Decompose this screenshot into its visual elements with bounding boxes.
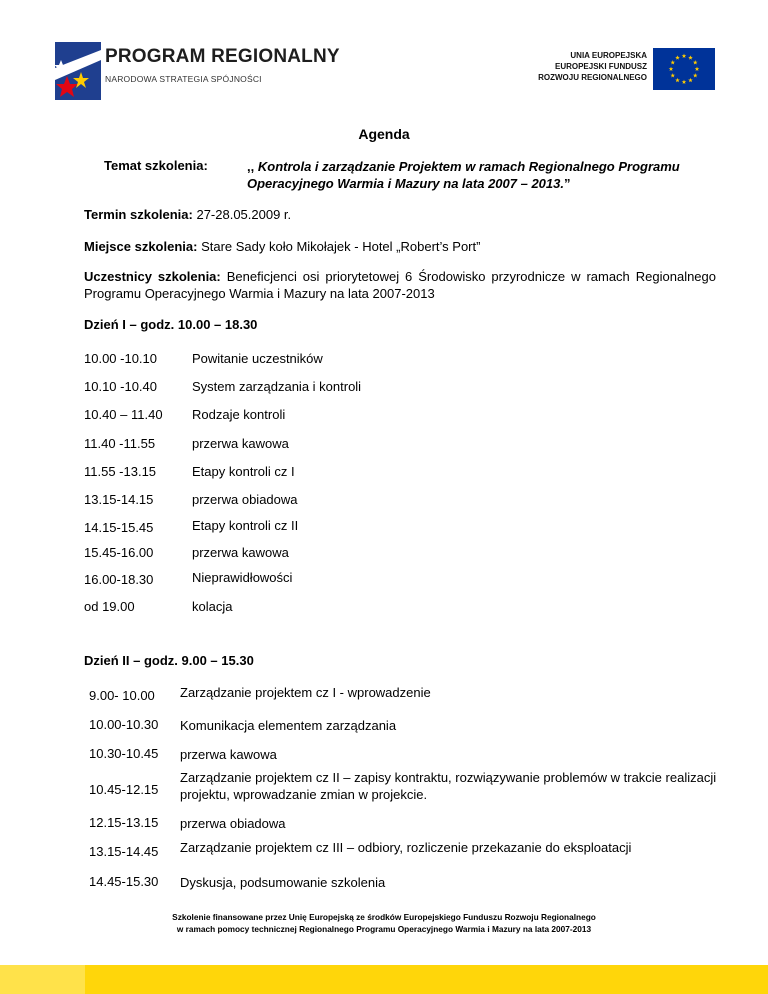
schedule-time: 9.00- 10.00 — [89, 688, 155, 703]
program-regionalny-emblem-icon — [55, 42, 101, 100]
footer-line-2: w ramach pomocy technicznej Regionalnego Programu Operacyjnego Warmia i Mazury na lata 2007-2013 — [176, 924, 592, 934]
schedule-time: 10.40 – 11.40 — [84, 407, 163, 422]
topic-label: Temat szkolenia: — [104, 158, 208, 173]
place-value: Stare Sady koło Mikołajek - Hotel „Robert’s Port” — [201, 239, 481, 254]
schedule-desc: Zarządzanie projektem cz I - wprowadzenie — [180, 685, 431, 700]
footer-note — [0, 911, 768, 935]
schedule-desc: przerwa obiadowa — [192, 492, 298, 507]
footer-line-1: Szkolenie finansowane przez Unię Europejską ze środków Europejskiego Funduszu Rozwoju Regionalnego — [172, 912, 596, 922]
eu-logo-text — [538, 50, 647, 83]
schedule-time: 15.45-16.00 — [84, 545, 154, 560]
schedule-time: 10.00-10.30 — [89, 717, 159, 732]
schedule-time: od 19.00 — [84, 599, 135, 614]
topic-quote-close: ” — [563, 176, 571, 191]
participants-label: Uczestnicy szkolenia: — [84, 269, 221, 284]
schedule-time: 11.55 -13.15 — [84, 464, 157, 479]
schedule-desc: przerwa kawowa — [180, 747, 277, 762]
schedule-time: 13.15-14.15 — [84, 492, 154, 507]
page-title: Agenda — [358, 126, 410, 142]
schedule-time: 11.40 -11.55 — [84, 436, 156, 451]
schedule-time: 10.45-12.15 — [89, 782, 159, 797]
schedule-time: 10.10 -10.40 — [84, 379, 158, 394]
bottom-bar-accent — [0, 965, 85, 994]
schedule-desc: Nieprawidłowości — [192, 570, 293, 585]
topic-title: Kontrola i zarządzanie Projektem w ramach Regionalnego Programu Operacyjnego Warmia i Mazury na lata 2007 – 2013. — [247, 159, 680, 191]
schedule-time: 14.45-15.30 — [89, 874, 159, 889]
schedule-time: 13.15-14.45 — [89, 844, 159, 859]
schedule-time: 14.15-15.45 — [84, 520, 154, 535]
eu-logo — [540, 48, 715, 90]
program-title: PROGRAM REGIONALNY — [105, 46, 340, 67]
schedule-desc: kolacja — [192, 599, 233, 614]
participants-line — [84, 268, 716, 302]
program-subtitle: NARODOWA STRATEGIA SPÓJNOŚCI — [105, 74, 262, 84]
schedule-time: 10.30-10.45 — [89, 746, 159, 761]
day1-heading: Dzień I – godz. 10.00 – 18.30 — [84, 317, 258, 332]
schedule-desc: przerwa kawowa — [192, 436, 289, 451]
schedule-time: 16.00-18.30 — [84, 572, 154, 587]
schedule-desc: Etapy kontroli cz I — [192, 464, 295, 479]
place-line — [84, 238, 716, 255]
eu-line-1: UNIA EUROPEJSKA — [570, 51, 647, 60]
bottom-color-bar — [0, 965, 768, 994]
schedule-desc: System zarządzania i kontroli — [192, 379, 362, 394]
topic-quote-open: ,, — [247, 159, 255, 174]
schedule-desc: Dyskusja, podsumowanie szkolenia — [180, 875, 386, 890]
schedule-time: 12.15-13.15 — [89, 815, 159, 830]
schedule-desc: przerwa kawowa — [192, 545, 289, 560]
eu-line-2: EUROPEJSKI FUNDUSZ — [554, 62, 647, 71]
schedule-desc: Zarządzanie projektem cz III – odbiory, rozliczenie przekazanie do eksploatacji — [180, 840, 632, 855]
topic-text — [247, 158, 717, 192]
term-value: 27-28.05.2009 r. — [196, 207, 292, 222]
schedule-desc: Etapy kontroli cz II — [192, 518, 299, 533]
schedule-desc: Rodzaje kontroli — [192, 407, 286, 422]
eu-line-3: ROZWOJU REGIONALNEGO — [538, 73, 647, 82]
day2-heading: Dzień II – godz. 9.00 – 15.30 — [84, 653, 254, 668]
program-regionalny-logo — [55, 42, 340, 102]
schedule-desc: Zarządzanie projektem cz II – zapisy kontraktu, rozwiązywanie problemów w trakcie realizacji projektu, wprowadzanie zmian w projekcie. — [180, 770, 717, 802]
schedule-desc: przerwa obiadowa — [180, 816, 286, 831]
place-label: Miejsce szkolenia: — [84, 239, 198, 254]
eu-flag-icon — [653, 48, 715, 90]
term-line — [84, 206, 716, 223]
schedule-time: 10.00 -10.10 — [84, 351, 158, 366]
schedule-desc: Powitanie uczestników — [192, 351, 323, 366]
participants-value: Beneficjenci osi priorytetowej 6 Środowisko przyrodnicze w ramach Regionalnego Programu Operacyjnego Warmia i Mazury na lata 2007-2013 — [84, 269, 716, 301]
schedule-desc: Komunikacja elementem zarządzania — [180, 718, 397, 733]
term-label: Termin szkolenia: — [84, 207, 193, 222]
